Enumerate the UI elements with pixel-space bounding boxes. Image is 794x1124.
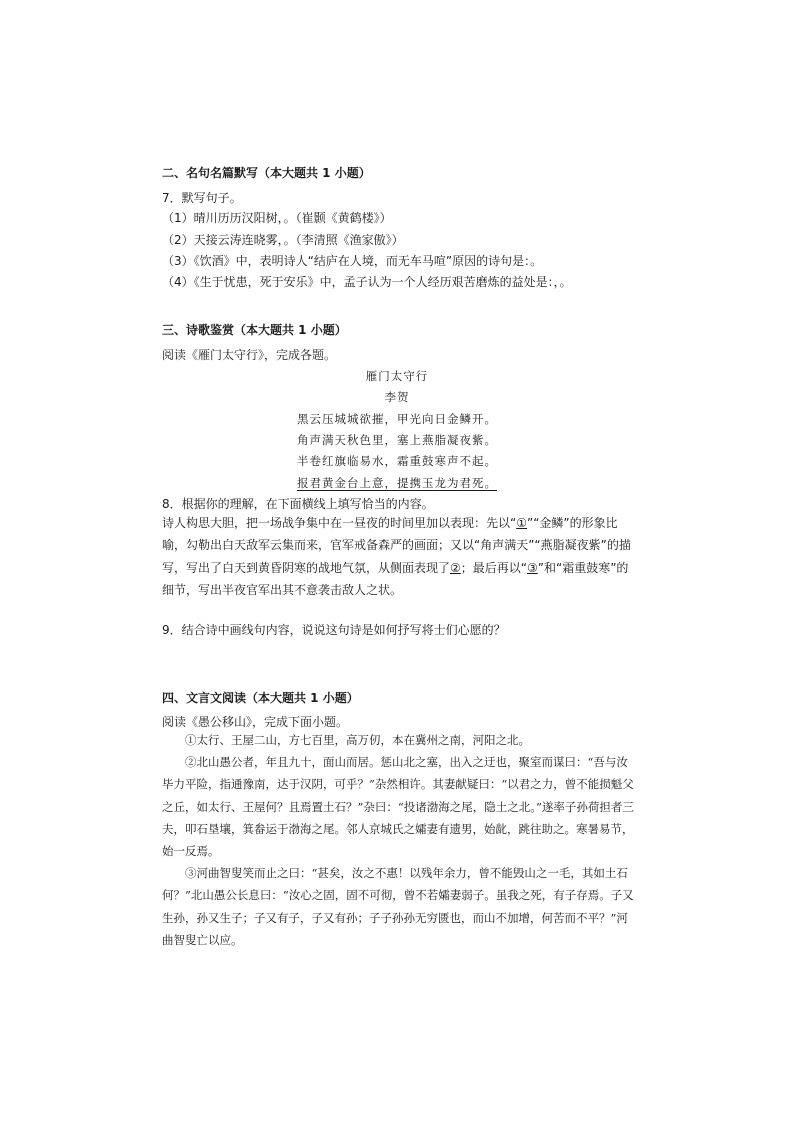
- poem-reading-intro: 阅读《雁门太守行》，完成各题。: [162, 348, 337, 362]
- classical-paragraph-3: ③河曲智叟笑而止之曰：“甚矣，汝之不惠！以残年余力，曾不能毁山之一毛，其如土石何？”北山愚公长息曰：“汝心之固，固不可彻，曾不若孀妻弱子。虽我之死，有子存焉。子又生孙，孙又生子；子又有子，子又有孙；子子孙孙无穷匮也，而山不加增，何苦而不平？”河曲智叟亡以应。: [162, 866, 634, 947]
- q7-item-4: （4）《生于忧患，死于安乐》中，孟子认为一个人经历艰苦磨炼的益处是：，。: [162, 275, 572, 289]
- q8-blank-3: ③: [527, 560, 538, 575]
- classical-paragraph-1: ①太行、王屋二山，方七百里，高万仞，本在冀州之南，河阳之北。: [185, 733, 530, 747]
- classical-reading-intro: 阅读《愚公移山》，完成下面小题。: [162, 715, 349, 729]
- poem-line-4-underlined: 报君黄金台上意，提携玉龙为君死。: [297, 476, 497, 490]
- q8-stem: 8．根据你的理解，在下面横线上填写恰当的内容。: [162, 497, 434, 511]
- q7-stem: 7．默写句子。: [162, 191, 242, 205]
- section-3-title: 三、诗歌鉴赏（本大题共 1 小题）: [162, 323, 347, 337]
- q7-item-3: （3）《饮酒》中，表明诗人“结庐在人境，而无车马喧”原因的诗句是：。: [162, 254, 543, 268]
- poem-line-3: 半卷红旗临易水，霜重鼓寒声不起。: [297, 454, 497, 468]
- q7-item-2: （2）天接云涛连晓雾，。（李清照《渔家傲》）: [162, 233, 404, 247]
- poem-title: 雁门太守行: [365, 369, 429, 383]
- q8-blank-1: ①: [516, 516, 527, 530]
- poem-line-1: 黑云压城城欲摧，甲光向日金鳞开。: [297, 412, 497, 426]
- classical-paragraph-2: ②北山愚公者，年且九十，面山而居。惩山北之塞，出入之迂也，聚室而谋曰：“吾与汝毕力平险，指通豫南，达于汉阴，可乎？”杂然相许。其妻献疑曰：“以君之力，曾不能损魁父之丘，如太行、王屋何？且焉置土石？”杂曰：“投诸渤海之尾，隐土之北。”遂率子孙荷担者三夫，叩石垦壤，箕畚运于渤海之尾。邻人京城氏之孀妻有遗男，始龀，跳往助之。寒暑易节，始一反焉。: [162, 755, 634, 859]
- section-4-title: 四、文言文阅读（本大题共 1 小题）: [162, 691, 359, 705]
- q7-item-1: （1）晴川历历汉阳树，。（崔颢《黄鹤楼》）: [162, 211, 392, 225]
- q8-text-part-2: ”“金鳞”的形象比喻，勾勒出白天敌军云集而来，官军戒备森严的画面；又以“角声满天”“燕脂凝夜紫”的描写，写出了白天到黄昏阴寒的战地气氛，从侧面表现了: [162, 516, 631, 575]
- q8-text-part-1: 诗人构思大胆，把一场战争集中在一昼夜的时间里加以表现：先以“: [162, 516, 517, 530]
- q8-text-part-4: ”和“霜重鼓寒”的细节，写出半夜官军出其不意袭击敌人之状。: [162, 560, 629, 597]
- q8-text-part-3: ；最后再以“: [460, 560, 527, 575]
- q8-passage: [162, 512, 638, 601]
- poem-line-2: 角声满天秋色里，塞上燕脂凝夜紫。: [297, 433, 497, 447]
- q9-text: 9．结合诗中画线句内容，说说这句诗是如何抒写将士们心愿的？: [162, 623, 506, 637]
- section-2-title: 二、名句名篇默写（本大题共 1 小题）: [162, 166, 371, 180]
- poem-line-4-wrap: [0, 475, 794, 491]
- q8-blank-2: ②: [450, 560, 461, 575]
- poem-author: 李贺: [384, 390, 410, 404]
